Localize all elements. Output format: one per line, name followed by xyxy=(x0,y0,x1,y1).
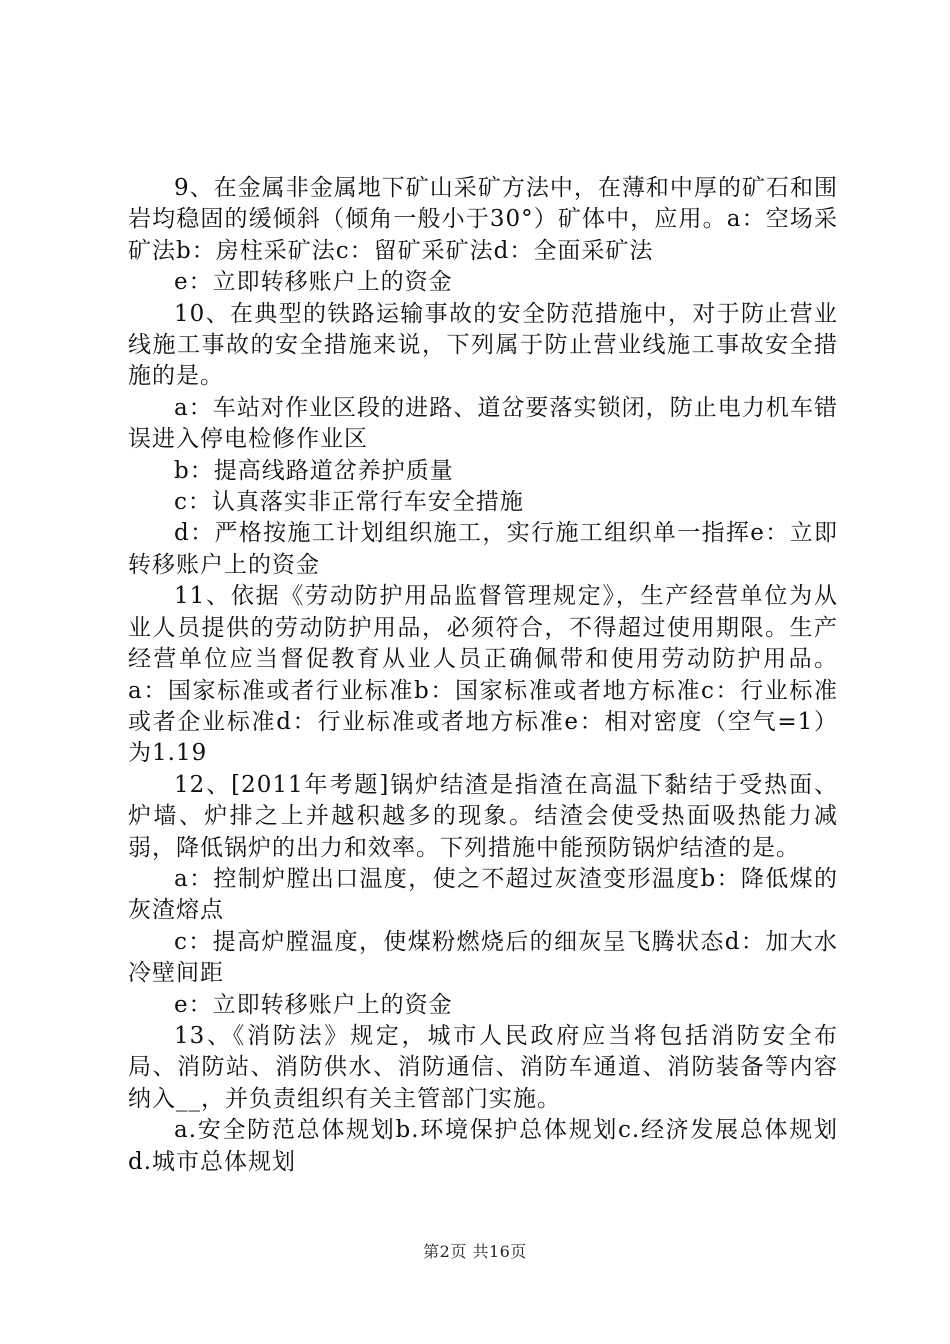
question-10-option-a: a：车站对作业区段的进路、道岔要落实锁闭，防止电力机车错误进入停电检修作业区 xyxy=(128,394,838,453)
question-10-option-b: b：提高线路道岔养护质量 xyxy=(174,457,454,484)
question-13-options: a.安全防范总体规划b.环境保护总体规划c.经济发展总体规划d.城市总体规划 xyxy=(128,1117,838,1175)
question-12: 12、[2011年考题]锅炉结渣是指渣在高温下黏结于受热面、炉墙、炉排之上并越积越多的现象。结渣会使受热面吸热能力减弱，降低锅炉的出力和效率。下列措施中能预防锅炉结渣的是。 xyxy=(128,771,838,861)
question-12-option-a-b: a：控制炉膛出口温度，使之不超过灰渣变形温度b：降低煤的灰渣熔点 xyxy=(128,865,838,924)
question-12-option-c-d: c：提高炉膛温度，使煤粉燃烧后的细灰呈飞腾状态d：加大水冷壁间距 xyxy=(128,928,838,987)
question-11: 11、依据《劳动防护用品监督管理规定》，生产经营单位为从业人员提供的劳动防护用品，必须符合，不得超过使用期限。生产经营单位应当督促教育从业人员正确佩带和使用劳动防护用品。a：国家标准或者行业标准b：国家标准或者地方标准c：行业标准或者企业标准d：行业标准或者地方标准e：相对密度（空气=1）为1.19 xyxy=(128,583,838,767)
question-10: 10、在典型的铁路运输事故的安全防范措施中，对于防止营业线施工事故的安全措施来说，下列属于防止营业线施工事故安全措施的是。 xyxy=(128,300,838,390)
document-body xyxy=(128,173,838,1178)
question-12-option-e: e：立即转移账户上的资金 xyxy=(174,991,453,1018)
page-number-footer: 第2页 共16页 xyxy=(423,1242,527,1261)
question-13: 13、《消防法》规定，城市人民政府应当将包括消防安全布局、消防站、消防供水、消防通信、消防车通道、消防装备等内容纳入__，并负责组织有关主管部门实施。 xyxy=(128,1022,838,1112)
question-9-option-e: e：立即转移账户上的资金 xyxy=(174,269,453,296)
question-10-option-d-e: d：严格按施工计划组织施工，实行施工组织单一指挥e：立即转移账户上的资金 xyxy=(128,520,838,578)
question-10-option-c: c：认真落实非正常行车安全措施 xyxy=(174,489,524,516)
question-9: 9、在金属非金属地下矿山采矿方法中，在薄和中厚的矿石和围岩均稳固的缓倾斜（倾角一般小于30°）矿体中，应用。a：空场采矿法b：房柱采矿法c：留矿采矿法d：全面采矿法 xyxy=(128,175,838,264)
